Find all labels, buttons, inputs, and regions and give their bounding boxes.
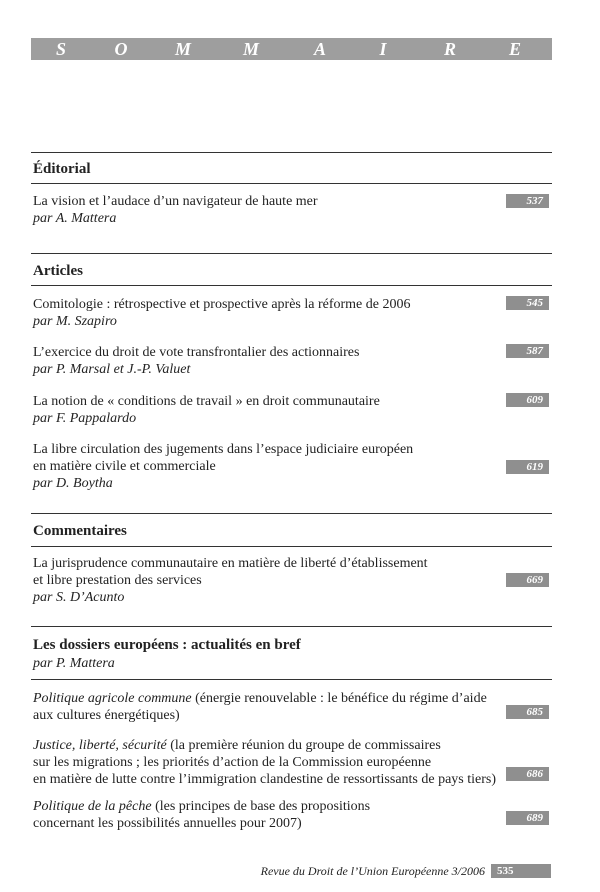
entry-author: par A. Mattera <box>33 211 117 226</box>
footer-page-number: 535 <box>491 864 551 878</box>
banner-letter: S <box>55 39 67 59</box>
journal-footer: Revue du Droit de l’Union Européenne 3/2006 <box>260 864 485 878</box>
page-number-badge: 686 <box>506 767 549 781</box>
entry-lead: Politique agricole commune <box>33 691 192 706</box>
banner-letter: M <box>242 39 260 59</box>
entry-author: par D. Boytha <box>33 476 113 491</box>
page-number-badge: 689 <box>506 811 549 825</box>
entry-author: par M. Szapiro <box>33 314 117 329</box>
section-rule <box>31 679 552 680</box>
page-number-badge: 609 <box>506 393 549 407</box>
section-rule <box>31 253 552 254</box>
entry-title: Comitologie : rétrospective et prospective après la réforme de 2006 <box>33 297 411 312</box>
toc-entry[interactable] <box>33 737 503 788</box>
section-author <box>33 655 503 672</box>
toc-entry[interactable] <box>33 555 503 606</box>
entry-author: par P. Marsal et J.-P. Valuet <box>33 362 191 377</box>
entry-author: par S. D’Acunto <box>33 590 125 605</box>
section-heading-commentaires: Commentaires <box>33 523 127 539</box>
entry-title: en matière de lutte contre l’immigration clandestine de ressortissants de pays tiers) <box>33 772 497 787</box>
section-heading-dossiers: Les dossiers européens : actualités en bref <box>33 637 301 653</box>
page-number-badge: 537 <box>506 194 549 208</box>
entry-title: aux cultures énergétiques) <box>33 708 180 723</box>
entry-lead: Justice, liberté, sécurité <box>33 738 167 753</box>
page-number-badge: 587 <box>506 344 549 358</box>
section-rule <box>31 546 552 547</box>
entry-title: La jurisprudence communautaire en matière de liberté d’établissement <box>33 556 428 571</box>
banner-letter: A <box>313 39 327 59</box>
section-author-text: par P. Mattera <box>33 656 115 671</box>
toc-entry[interactable] <box>33 296 503 330</box>
entry-title: La notion de « conditions de travail » en droit communautaire <box>33 394 380 409</box>
banner-letter: R <box>443 39 457 59</box>
entry-title: L’exercice du droit de vote transfrontalier des actionnaires <box>33 345 360 360</box>
section-rule <box>31 626 552 627</box>
section-rule <box>31 285 552 286</box>
banner-letter: M <box>174 39 192 59</box>
entry-lead: Politique de la pêche <box>33 799 152 814</box>
entry-title <box>33 798 503 815</box>
banner-letter: E <box>508 39 522 59</box>
entry-title: sur les migrations ; les priorités d’action de la Commission européenne <box>33 755 432 770</box>
page-number-badge: 669 <box>506 573 549 587</box>
entry-rest: (énergie renouvelable : le bénéfice du régime d’aide <box>191 691 487 706</box>
toc-entry[interactable] <box>33 393 503 427</box>
toc-entry[interactable] <box>33 798 503 832</box>
entry-title: et libre prestation des services <box>33 573 202 588</box>
section-rule <box>31 183 552 184</box>
page-number-badge: 619 <box>506 460 549 474</box>
banner-letter: I <box>379 39 387 59</box>
entry-title: en matière civile et commerciale <box>33 459 216 474</box>
entry-title: La libre circulation des jugements dans l’espace judiciaire européen <box>33 442 414 457</box>
section-rule <box>31 513 552 514</box>
banner-letter: O <box>114 39 128 59</box>
entry-rest: (les principes de base des propositions <box>151 799 371 814</box>
toc-entry[interactable] <box>33 441 503 492</box>
entry-title: concernant les possibilités annuelles pour 2007) <box>33 816 302 831</box>
toc-entry[interactable] <box>33 690 503 724</box>
section-heading-articles: Articles <box>33 263 83 279</box>
toc-entry[interactable] <box>33 193 503 227</box>
entry-title <box>33 690 503 707</box>
section-heading-editorial: Éditorial <box>33 161 91 177</box>
section-rule <box>31 152 552 153</box>
entry-rest: (la première réunion du groupe de commissaires <box>166 738 441 753</box>
entry-title <box>33 737 503 754</box>
entry-title: La vision et l’audace d’un navigateur de haute mer <box>33 194 318 209</box>
page-number-badge: 545 <box>506 296 549 310</box>
entry-author: par F. Pappalardo <box>33 411 137 426</box>
sommaire-banner <box>31 38 552 60</box>
page-number-badge: 685 <box>506 705 549 719</box>
toc-entry[interactable] <box>33 344 503 378</box>
